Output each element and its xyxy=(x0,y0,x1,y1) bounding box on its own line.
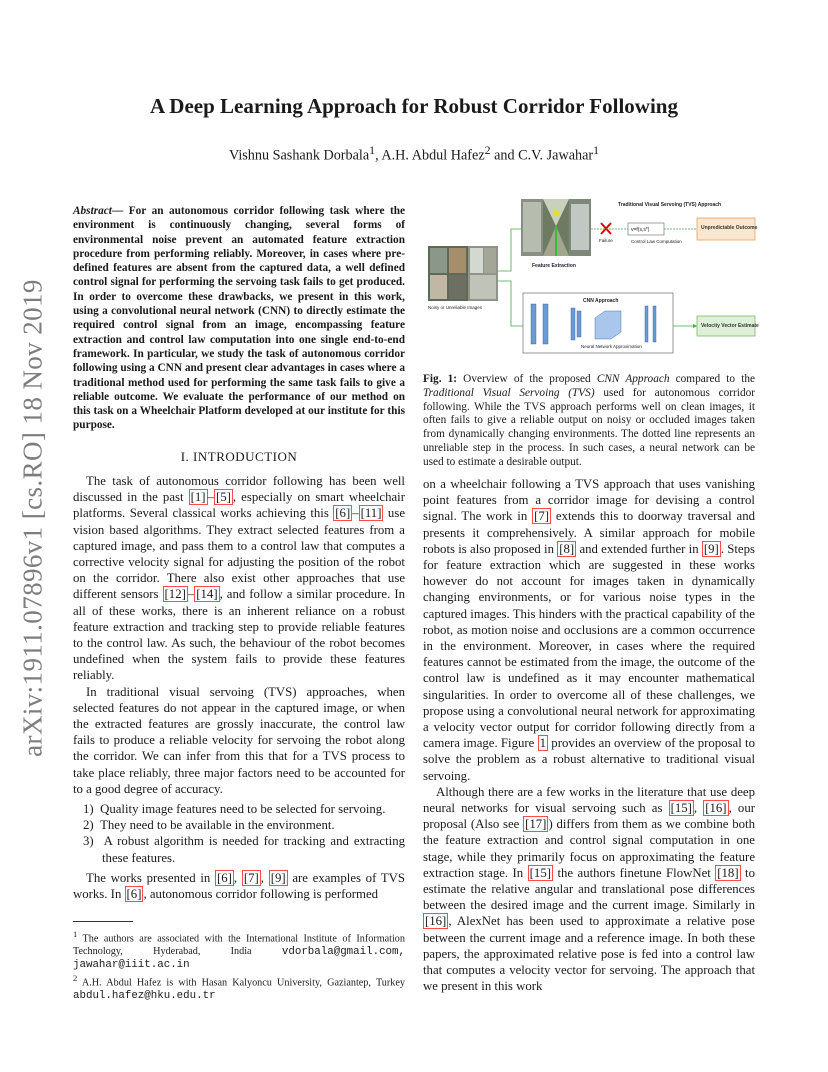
affiliation-mark: 2 xyxy=(484,143,491,157)
citation-link[interactable]: [9] xyxy=(270,870,286,885)
corridor-images xyxy=(521,199,591,256)
author-name: and C.V. Jawahar xyxy=(490,147,594,164)
paragraph: on a wheelchair following a TVS approach that uses vanishing point features from a corridor image for devising a control signal. The work in [7] extends this to doorway traversal and presents it comprehensively. A similar approach for mobile robots is also proposed in [8] and extended further in [9] . Steps for feature extraction which are suggested in these works however do not account for images taken in dynamically changing environments, or for various noise types in the captured images. This hinders with the practical capability of the robot, as motion noise and occlusions are a common occurrence in the environment. Moreover, in cases where the required features cannot be estimated from the image, the outcome of the control law is undefined as it may encounter mathematical singularities. In order to overcome all of these challenges, we propose using a convolutional neural network for approximating a velocity vector output for corridor following directly from a camera image. Figure 1 provides an overview of the proposal to solve the problem as a robust alternative to traditional visual servoing. xyxy=(423,477,755,783)
citation-link[interactable]: [6] xyxy=(335,506,351,521)
figure-1-diagram xyxy=(423,196,760,364)
email-link[interactable]: abdul.hafez@hku.edu.tr xyxy=(73,989,216,1002)
author-name: , A.H. Abdul Hafez xyxy=(375,147,485,164)
author-list xyxy=(0,143,828,165)
citation-link[interactable]: [14] xyxy=(196,587,218,602)
abstract-text: For an autonomous corridor following task where the environment is continuously changing, several forms of environmental noise prevent an automated feature extraction procedure from performing reliably. Moreover, in cases where pre-defined features are absent from the captured data, a well defined control signal for performing the servoing task fails to get produced. In order to overcome these drawbacks, we present in this work, using a convolutional neural network (CNN) to directly estimate the required control signal from an image, encompassing feature extraction and control law computation into one single end-to-end framework. In particular, we study the task of autonomous corridor following using a CNN and present clear advantages in cases where a traditional method used for performing the same task fails to give a reliable outcome. We evaluate the performance of our method on this task on a Wheelchair Platform developed at our institute for this purpose. xyxy=(73,205,405,432)
citation-link[interactable]: [7] xyxy=(534,509,550,524)
paragraph: Although there are a few works in the literature that use deep neural networks for visual servoing such as [15] , [16] , our proposal (Also see [17] ) differs from them as we combine both the feature extraction and control signal computation in one stage, while they primarily focus on approximating the feature extraction stage. In [15] the authors finetune FlowNet [18] to estimate the relative angular and translational pose differences between the desired image and the current image. Similarly in [16] , AlexNet has been used to approximate a relative pose between the current image and a reference image. In both these papers, the approximated relative pose is fed into a control law that computes a velocity vector for servoing. The approach that we present in this work xyxy=(423,784,755,994)
factor-list xyxy=(73,801,405,866)
citation-link[interactable]: [5] xyxy=(215,490,231,505)
affiliation-mark: 1 xyxy=(369,143,376,157)
footnote: $^2$ A.H. Abdul Hafez is with Hasan Kalyoncu University, Gaziantep, Turkey abdul.hafez@hku.edu.tr xyxy=(73,972,405,1002)
tvs-title: Traditional Visual Servoing (TVS) Approach xyxy=(618,202,722,208)
citation-link[interactable]: [17] xyxy=(525,817,547,832)
citation-link[interactable]: [1] xyxy=(190,490,206,505)
citation-link[interactable]: [9] xyxy=(703,541,719,556)
citation-link[interactable]: [6] xyxy=(217,870,232,885)
paragraph: In traditional visual servoing (TVS) approaches, when selected features do not appear in the captured image, or when the extracted features are grossly inaccurate, the control law fails to produce a reliable velocity for servoing the robot along the corridor. We can infer from this that for a TVS process to take place reliably, three major factors need to be accounted for to a good degree of accuracy. xyxy=(73,684,405,796)
citation-link[interactable]: [7] xyxy=(243,870,259,885)
citation-link[interactable]: [8] xyxy=(559,541,575,556)
arxiv-identifier: arXiv:1911.07896v1 [cs.RO] 18 Nov 2019 xyxy=(17,279,48,757)
failure-label: Failure xyxy=(599,238,613,243)
list-item: 3) A robust algorithm is needed for tracking and extracting these features. xyxy=(83,834,406,865)
paper-title: A Deep Learning Approach for Robust Corridor Following xyxy=(150,94,678,118)
section-heading: I. INTRODUCTION xyxy=(180,449,298,464)
intro-column xyxy=(73,473,405,902)
velocity-label: Velocity Vector Estimate xyxy=(701,323,759,329)
noisy-images-label: Noisy or Unreliable Images xyxy=(428,305,483,310)
citation-link[interactable]: [18] xyxy=(717,865,739,880)
footnotes xyxy=(73,928,405,1003)
feature-extraction-label: Feature Extraction xyxy=(532,263,576,269)
citation-link[interactable]: [16] xyxy=(705,801,727,816)
control-law-label: Control Law Computation xyxy=(631,239,682,244)
list-item: 1) Quality image features need to be selected for servoing. xyxy=(83,802,386,817)
citation-link[interactable]: [6] xyxy=(126,887,142,902)
abstract xyxy=(73,204,405,433)
cnn-title: CNN Approach xyxy=(583,298,619,304)
figure-link[interactable]: 1 xyxy=(539,736,547,751)
citation-link[interactable]: [15] xyxy=(529,865,551,880)
citation-link[interactable]: [16] xyxy=(425,914,447,929)
figure-caption: Fig. 1: Overview of the proposed CNN Approach compared to the Traditional Visual Servoing (TVS) used for autonomous corridor following. While the TVS approach performs well on clean images, it often fails to give a reliable output on noisy or occluded images taken from dynamically changing environments. The dotted line represents an unreliable step in the process. In such cases, a neural network can be used to estimate a desirable output. xyxy=(423,373,756,468)
footnote-rule xyxy=(73,921,133,922)
abstract-label: Abstract xyxy=(73,205,112,217)
nn-approx-label: Neural Network Approximation xyxy=(581,344,642,349)
footnote: $^1$ The authors are associated with the International Institute of Information Technology, Hyderabad, India vdorbala@gmail.com, jawahar@iiit.ac.in xyxy=(73,929,405,971)
noisy-images xyxy=(428,246,498,301)
citation-link[interactable]: [12] xyxy=(164,587,186,602)
citation-link[interactable]: [15] xyxy=(670,801,692,816)
affiliation-mark: 1 xyxy=(593,143,600,157)
email-link[interactable]: vdorbala@gmail.com, jawahar@iiit.ac.in xyxy=(73,946,405,971)
paragraph: The works presented in [6] , [7] , [9] are examples of TVS works. In [6] , autonomous corridor following is performed xyxy=(73,870,405,902)
author-name: Vishnu Sashank Dorbala xyxy=(228,147,370,164)
unpredictable-label: Unpredictable Outcome xyxy=(701,225,758,231)
right-column xyxy=(423,476,755,995)
formula: v=f(s,s*) xyxy=(631,227,650,233)
citation-link[interactable]: [11] xyxy=(360,506,382,521)
abstract-dash: — xyxy=(111,205,129,217)
list-item: 2) They need to be available in the environment. xyxy=(83,818,335,833)
paragraph: The task of autonomous corridor following has been well discussed in the past [1] – [5] , especially on smart wheelchair platforms. Several classical works achieving this [6] – [11] use vision based algorithms. They extract selected features from a captured image, and pass them to a control law that computes a corrective velocity signal for adjusting the position of the robot on the corridor. There also exist other approaches that use different sensors [12] – [14] , and follow a similar procedure. In all of these works, there is an inherent reliance on a robust feature extraction and tracking step to provide reliable features to the control law. As such, the behaviour of the robot becomes undefined when the system fails to provide these features reliably. xyxy=(73,474,405,683)
failure-cross-icon xyxy=(601,223,611,234)
